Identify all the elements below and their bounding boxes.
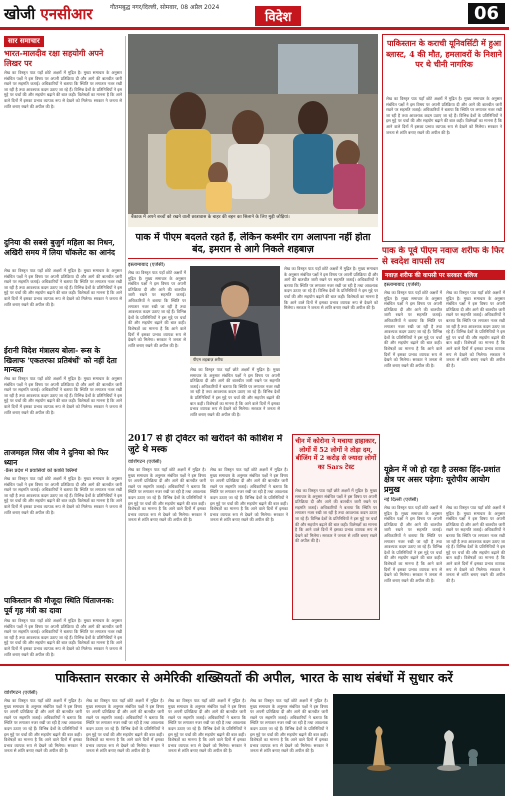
story-title: ताजमहल जिस जीव ने दुनिया को फिर ध्यान bbox=[4, 448, 109, 467]
story-strap: नवाज़ शरीफ की वापसी पर सरकार बलिज bbox=[382, 270, 505, 280]
story-body: लेख का विस्तृत पाठ यहाँ छोटे अक्षरों में मुद्रित है। मुख्य समाचार के अनुसार संबंधित पक्षों ने इस विषय पर अपनी प्रतिक्रिया दी और आगे की बातचीत जारी रखने पर सहमति जताई। अधिकारियों ने बताया कि स्थिति पर लगातार नजर रखी जा रही है तथा आवश्यक कदम उठाए जा रहे हैं। विभिन्न देशों के प्रतिनिधियों ने इस मुद्दे पर चर्चा की और सहयोग बढ़ाने की बात कही। विशेषज्ञों का मानना है कि आने वाले दिनों में इसका प्रभाव व्यापक रूप से देखने को मिलेगा। सरकार ने जनता से शांति बनाए रखने की अपील की है। bbox=[128, 467, 206, 523]
byline: इस्लामाबाद (एजेंसी) bbox=[128, 262, 165, 268]
story-body: लेख का विस्तृत पाठ यहाँ छोटे अक्षरों में मुद्रित है। मुख्य समाचार के अनुसार संबंधित पक्षों ने इस विषय पर अपनी प्रतिक्रिया दी और आगे की बातचीत जारी रखने पर सहमति जताई। अधिकारियों ने बताया कि स्थिति पर लगातार नजर रखी जा रही है तथा आवश्यक कदम उठाए जा रहे हैं। विभिन्न देशों के प्रतिनिधियों ने इस मुद्दे पर चर्चा की और सहयोग बढ़ाने की बात कही। विशेषज्ञों का मानना है कि आने वाले दिनों में इसका प्रभाव व्यापक रूप से देखने को मिलेगा। सरकार ने जनता से शांति बनाए रखने की अपील की है। bbox=[86, 698, 164, 754]
byline: नई दिल्ली (एजेंसी) bbox=[384, 497, 419, 503]
brand-logo: खोजी एनसीआर bbox=[4, 5, 93, 23]
story-body: लेख का विस्तृत पाठ यहाँ छोटे अक्षरों में मुद्रित है। मुख्य समाचार के अनुसार संबंधित पक्षों ने इस विषय पर अपनी प्रतिक्रिया दी और आगे की बातचीत जारी रखने पर सहमति जताई। अधिकारियों ने बताया कि स्थिति पर लगातार नजर रखी जा रही है तथा आवश्यक कदम उठाए जा रहे हैं। विभिन्न देशों के प्रतिनिधियों ने इस मुद्दे पर चर्चा की और सहयोग बढ़ाने की बात कही। विशेषज्ञों का मानना है कि आने वाले दिनों में इसका प्रभाव व्यापक रूप से देखने को मिलेगा। सरकार ने जनता से शांति बनाए रखने की अपील की है। bbox=[4, 268, 122, 307]
byline: इस्लामाबाद (एजेंसी) bbox=[384, 282, 421, 288]
story-body: लेख का विस्तृत पाठ यहाँ छोटे अक्षरों में मुद्रित है। मुख्य समाचार के अनुसार संबंधित पक्षों ने इस विषय पर अपनी प्रतिक्रिया दी और आगे की बातचीत जारी रखने पर सहमति जताई। अधिकारियों ने बताया कि स्थिति पर लगातार नजर रखी जा रही है तथा आवश्यक कदम उठाए जा रहे हैं। विभिन्न देशों के प्रतिनिधियों ने इस मुद्दे पर चर्चा की और सहयोग बढ़ाने की बात कही। विशेषज्ञों का मानना है कि आने वाले दिनों में इसका प्रभाव व्यापक रूप से देखने को मिलेगा। सरकार ने जनता से शांति बनाए रखने की अपील की है। bbox=[384, 290, 442, 368]
story-title: दुनिया की सबसे बुजुर्ग महिला का निधन, अखिरी समय में लिया चॉकलेट का आनंद bbox=[4, 238, 116, 257]
story-body: लेख का विस्तृत पाठ यहाँ छोटे अक्षरों में मुद्रित है। मुख्य समाचार के अनुसार संबंधित पक्षों ने इस विषय पर अपनी प्रतिक्रिया दी और आगे की बातचीत जारी रखने पर सहमति जताई। अधिकारियों ने बताया कि स्थिति पर लगातार नजर रखी जा रही है तथा आवश्यक कदम उठाए जा रहे हैं। विभिन्न देशों के प्रतिनिधियों ने इस मुद्दे पर चर्चा की और सहयोग बढ़ाने की बात कही। विशेषज्ञों का मानना है कि आने वाले दिनों में इसका प्रभाव व्यापक रूप से देखने को मिलेगा। सरकार ने जनता से शांति बनाए रखने की अपील की है। bbox=[4, 618, 122, 657]
byline: वाशिंगटन (एजेंसी) bbox=[128, 459, 162, 465]
page-number: 06 bbox=[468, 3, 505, 24]
story-subtitle: -फ्रैंस प्रदेश में प्रवासियों को काफ़ी क्लिर्मा bbox=[4, 468, 78, 474]
story-title: पाक के पूर्व पीएम नवाज शरीफ के फिर से स्वदेश वापसी तय bbox=[382, 246, 504, 267]
story-body: लेख का विस्तृत पाठ यहाँ छोटे अक्षरों में मुद्रित है। मुख्य समाचार के अनुसार संबंधित पक्षों ने इस विषय पर अपनी प्रतिक्रिया दी और आगे की बातचीत जारी रखने पर सहमति जताई। अधिकारियों ने बताया कि स्थिति पर लगातार नजर रखी जा रही है तथा आवश्यक कदम उठाए जा रहे हैं। विभिन्न देशों के प्रतिनिधियों ने इस मुद्दे पर चर्चा की और सहयोग बढ़ाने की बात कही। विशेषज्ञों का मानना है कि आने वाले दिनों में इसका प्रभाव व्यापक रूप से देखने को मिलेगा। सरकार ने जनता से शांति बनाए रखने की अपील की है। bbox=[4, 70, 122, 109]
news-brief-tag: सार समाचार bbox=[4, 36, 44, 47]
story-body: लेख का विस्तृत पाठ यहाँ छोटे अक्षरों में मुद्रित है। मुख्य समाचार के अनुसार संबंधित पक्षों ने इस विषय पर अपनी प्रतिक्रिया दी और आगे की बातचीत जारी रखने पर सहमति जताई। अधिकारियों ने बताया कि स्थिति पर लगातार नजर रखी जा रही है तथा आवश्यक कदम उठाए जा रहे हैं। विभिन्न देशों के प्रतिनिधियों ने इस मुद्दे पर चर्चा की और सहयोग बढ़ाने की बात कही। विशेषज्ञों का मानना है कि आने वाले दिनों में इसका प्रभाव व्यापक रूप से देखने को मिलेगा। सरकार ने जनता से शांति बनाए रखने की अपील की है। bbox=[4, 698, 82, 754]
story-body: लेख का विस्तृत पाठ यहाँ छोटे अक्षरों में मुद्रित है। मुख्य समाचार के अनुसार संबंधित पक्षों ने इस विषय पर अपनी प्रतिक्रिया दी और आगे की बातचीत जारी रखने पर सहमति जताई। अधिकारियों ने बताया कि स्थिति पर लगातार नजर रखी जा रही है तथा आवश्यक कदम उठाए जा रहे हैं। विभिन्न देशों के प्रतिनिधियों ने इस मुद्दे पर चर्चा की और सहयोग बढ़ाने की बात कही। विशेषज्ञों का मानना है कि आने वाले दिनों में इसका प्रभाव व्यापक रूप से देखने को मिलेगा। सरकार ने जनता से शांति बनाए रखने की अपील की है। bbox=[446, 505, 505, 583]
banner-headline: पाकिस्तान सरकार से अमेरिकी शख्सियतों की अपील, भारत के साथ संबंधों में सुधार करें bbox=[55, 670, 453, 685]
story-body: लेख का विस्तृत पाठ यहाँ छोटे अक्षरों में मुद्रित है। मुख्य समाचार के अनुसार संबंधित पक्षों ने इस विषय पर अपनी प्रतिक्रिया दी और आगे की बातचीत जारी रखने पर सहमति जताई। अधिकारियों ने बताया कि स्थिति पर लगातार नजर रखी जा रही है तथा आवश्यक कदम उठाए जा रहे हैं। विभिन्न देशों के प्रतिनिधियों ने इस मुद्दे पर चर्चा की और सहयोग बढ़ाने की बात कही। विशेषज्ञों का मानना है कि आने वाले दिनों में इसका प्रभाव व्यापक रूप से देखने को मिलेगा। सरकार ने जनता से शांति बनाए रखने की अपील की है। bbox=[295, 488, 377, 544]
dateline: गौतमबुद्ध नगर/दिल्ली, सोमवार, 08 अप्रैल 2024 bbox=[110, 4, 220, 11]
column-divider bbox=[125, 36, 126, 661]
story-title: पाकिस्तान के कराची यूनिवर्सिटी में हुआ ब्लास्ट, 4 की मौत, हमलावरों के निशाने पर थे चीनी नागरिक bbox=[386, 38, 502, 69]
byline: वाशिंगटन (एजेंसी) bbox=[4, 690, 38, 696]
section-label: विदेश bbox=[255, 6, 301, 26]
masthead bbox=[0, 0, 509, 30]
story-body: लेख का विस्तृत पाठ यहाँ छोटे अक्षरों में मुद्रित है। मुख्य समाचार के अनुसार संबंधित पक्षों ने इस विषय पर अपनी प्रतिक्रिया दी और आगे की बातचीत जारी रखने पर सहमति जताई। अधिकारियों ने बताया कि स्थिति पर लगातार नजर रखी जा रही है तथा आवश्यक कदम उठाए जा रहे हैं। विभिन्न देशों के प्रतिनिधियों ने इस मुद्दे पर चर्चा की और सहयोग बढ़ाने की बात कही। विशेषज्ञों का मानना है कि आने वाले दिनों में इसका प्रभाव व्यापक रूप से देखने को मिलेगा। सरकार ने जनता से शांति बनाए रखने की अपील की है। bbox=[386, 96, 502, 135]
divider-line bbox=[0, 664, 509, 666]
story-body: लेख का विस्तृत पाठ यहाँ छोटे अक्षरों में मुद्रित है। मुख्य समाचार के अनुसार संबंधित पक्षों ने इस विषय पर अपनी प्रतिक्रिया दी और आगे की बातचीत जारी रखने पर सहमति जताई। अधिकारियों ने बताया कि स्थिति पर लगातार नजर रखी जा रही है तथा आवश्यक कदम उठाए जा रहे हैं। विभिन्न देशों के प्रतिनिधियों ने इस मुद्दे पर चर्चा की और सहयोग बढ़ाने की बात कही। विशेषज्ञों का मानना है कि आने वाले दिनों में इसका प्रभाव व्यापक रूप से देखने को मिलेगा। सरकार ने जनता से शांति बनाए रखने की अपील की है। bbox=[168, 698, 246, 754]
story-title: ईरानी विदेश मंत्रालय बोला- रूस के खिलाफ 'एकतरफा प्रतिबंधों' को नहीं देता मान्यता bbox=[4, 346, 117, 374]
story-body: लेख का विस्तृत पाठ यहाँ छोटे अक्षरों में मुद्रित है। मुख्य समाचार के अनुसार संबंधित पक्षों ने इस विषय पर अपनी प्रतिक्रिया दी और आगे की बातचीत जारी रखने पर सहमति जताई। अधिकारियों ने बताया कि स्थिति पर लगातार नजर रखी जा रही है तथा आवश्यक कदम उठाए जा रहे हैं। विभिन्न देशों के प्रतिनिधियों ने इस मुद्दे पर चर्चा की और सहयोग बढ़ाने की बात कही। विशेषज्ञों का मानना है कि आने वाले दिनों में इसका प्रभाव व्यापक रूप से देखने को मिलेगा। सरकार ने जनता से शांति बनाए रखने की अपील की है। bbox=[284, 266, 378, 311]
story-headline: पाक में पीएम बदलते रहते हैं, लेकिन कश्मीर राग अलापना नहीं होता बंद, इमरान से आगे निकले शहबाज़ bbox=[135, 232, 371, 255]
story-title: भारत-मालदीव रक्षा सहयोगी अपने लिखर पर bbox=[4, 48, 104, 68]
story-body: लेख का विस्तृत पाठ यहाँ छोटे अक्षरों में मुद्रित है। मुख्य समाचार के अनुसार संबंधित पक्षों ने इस विषय पर अपनी प्रतिक्रिया दी और आगे की बातचीत जारी रखने पर सहमति जताई। अधिकारियों ने बताया कि स्थिति पर लगातार नजर रखी जा रही है तथा आवश्यक कदम उठाए जा रहे हैं। विभिन्न देशों के प्रतिनिधियों ने इस मुद्दे पर चर्चा की और सहयोग बढ़ाने की बात कही। विशेषज्ञों का मानना है कि आने वाले दिनों में इसका प्रभाव व्यापक रूप से देखने को मिलेगा। सरकार ने जनता से शांति बनाए रखने की अपील की है। bbox=[446, 290, 505, 368]
story-body: लेख का विस्तृत पाठ यहाँ छोटे अक्षरों में मुद्रित है। मुख्य समाचार के अनुसार संबंधित पक्षों ने इस विषय पर अपनी प्रतिक्रिया दी और आगे की बातचीत जारी रखने पर सहमति जताई। अधिकारियों ने बताया कि स्थिति पर लगातार नजर रखी जा रही है तथा आवश्यक कदम उठाए जा रहे हैं। विभिन्न देशों के प्रतिनिधियों ने इस मुद्दे पर चर्चा की और सहयोग बढ़ाने की बात कही। विशेषज्ञों का मानना है कि आने वाले दिनों में इसका प्रभाव व्यापक रूप से देखने को मिलेगा। सरकार ने जनता से शांति बनाए रखने की अपील की है। bbox=[4, 476, 122, 515]
story-title: चीन में कोरोना ने मचाया हाहाकार, लोगों में 52 लोगों ने तोड़ा दम, बीजिंग में 2 करोड़ से ज्यादा लोगों का Sars टेस्ट bbox=[295, 437, 377, 471]
lead-photo-caption: बैंकाक में अपने बच्चों को रखने वाली छात्रावास के बाहर की बहन का सिलाने के लिए मुड़ी जोड़ियां। bbox=[128, 214, 378, 227]
story-body: लेख का विस्तृत पाठ यहाँ छोटे अक्षरों में मुद्रित है। मुख्य समाचार के अनुसार संबंधित पक्षों ने इस विषय पर अपनी प्रतिक्रिया दी और आगे की बातचीत जारी रखने पर सहमति जताई। अधिकारियों ने बताया कि स्थिति पर लगातार नजर रखी जा रही है तथा आवश्यक कदम उठाए जा रहे हैं। विभिन्न देशों के प्रतिनिधियों ने इस मुद्दे पर चर्चा की और सहयोग बढ़ाने की बात कही। विशेषज्ञों का मानना है कि आने वाले दिनों में इसका प्रभाव व्यापक रूप से देखने को मिलेगा। सरकार ने जनता से शांति बनाए रखने की अपील की है। bbox=[4, 376, 122, 415]
story-body: लेख का विस्तृत पाठ यहाँ छोटे अक्षरों में मुद्रित है। मुख्य समाचार के अनुसार संबंधित पक्षों ने इस विषय पर अपनी प्रतिक्रिया दी और आगे की बातचीत जारी रखने पर सहमति जताई। अधिकारियों ने बताया कि स्थिति पर लगातार नजर रखी जा रही है तथा आवश्यक कदम उठाए जा रहे हैं। विभिन्न देशों के प्रतिनिधियों ने इस मुद्दे पर चर्चा की और सहयोग बढ़ाने की बात कही। विशेषज्ञों का मानना है कि आने वाले दिनों में इसका प्रभाव व्यापक रूप से देखने को मिलेगा। सरकार ने जनता से शांति बनाए रखने की अपील की है। bbox=[190, 367, 280, 417]
story-headline: 2017 से ही ट्विटर को खरीदने की कोशिश में जुटे थे मस्क bbox=[128, 434, 283, 455]
story-title: पाकिस्तान की मौजूदा स्थिति चिंताजनक: पूर्व गृह मंत्री का दावा bbox=[4, 596, 115, 615]
story-title: यूक्रेन में जो हो रहा है उसका हिंद-प्रशांत क्षेत्र पर असर पड़ेगा: यूरोपीय आयोग प्रमुख bbox=[384, 464, 501, 494]
photo-caption: पीएम शहबाज़ शरीफ bbox=[190, 356, 280, 364]
story-body: लेख का विस्तृत पाठ यहाँ छोटे अक्षरों में मुद्रित है। मुख्य समाचार के अनुसार संबंधित पक्षों ने इस विषय पर अपनी प्रतिक्रिया दी और आगे की बातचीत जारी रखने पर सहमति जताई। अधिकारियों ने बताया कि स्थिति पर लगातार नजर रखी जा रही है तथा आवश्यक कदम उठाए जा रहे हैं। विभिन्न देशों के प्रतिनिधियों ने इस मुद्दे पर चर्चा की और सहयोग बढ़ाने की बात कही। विशेषज्ञों का मानना है कि आने वाले दिनों में इसका प्रभाव व्यापक रूप से देखने को मिलेगा। सरकार ने जनता से शांति बनाए रखने की अपील की है। bbox=[250, 698, 328, 754]
lead-photo bbox=[128, 34, 378, 214]
story-body: लेख का विस्तृत पाठ यहाँ छोटे अक्षरों में मुद्रित है। मुख्य समाचार के अनुसार संबंधित पक्षों ने इस विषय पर अपनी प्रतिक्रिया दी और आगे की बातचीत जारी रखने पर सहमति जताई। अधिकारियों ने बताया कि स्थिति पर लगातार नजर रखी जा रही है तथा आवश्यक कदम उठाए जा रहे हैं। विभिन्न देशों के प्रतिनिधियों ने इस मुद्दे पर चर्चा की और सहयोग बढ़ाने की बात कही। विशेषज्ञों का मानना है कि आने वाले दिनों में इसका प्रभाव व्यापक रूप से देखने को मिलेगा। सरकार ने जनता से शांति बनाए रखने की अपील की है। bbox=[210, 467, 288, 523]
story-body: लेख का विस्तृत पाठ यहाँ छोटे अक्षरों में मुद्रित है। मुख्य समाचार के अनुसार संबंधित पक्षों ने इस विषय पर अपनी प्रतिक्रिया दी और आगे की बातचीत जारी रखने पर सहमति जताई। अधिकारियों ने बताया कि स्थिति पर लगातार नजर रखी जा रही है तथा आवश्यक कदम उठाए जा रहे हैं। विभिन्न देशों के प्रतिनिधियों ने इस मुद्दे पर चर्चा की और सहयोग बढ़ाने की बात कही। विशेषज्ञों का मानना है कि आने वाले दिनों में इसका प्रभाव व्यापक रूप से देखने को मिलेगा। सरकार ने जनता से शांति बनाए रखने की अपील की है। bbox=[384, 505, 442, 583]
divider-line bbox=[128, 258, 378, 259]
chess-photo bbox=[333, 694, 505, 796]
shehbaz-photo bbox=[190, 266, 280, 356]
story-body: लेख का विस्तृत पाठ यहाँ छोटे अक्षरों में मुद्रित है। मुख्य समाचार के अनुसार संबंधित पक्षों ने इस विषय पर अपनी प्रतिक्रिया दी और आगे की बातचीत जारी रखने पर सहमति जताई। अधिकारियों ने बताया कि स्थिति पर लगातार नजर रखी जा रही है तथा आवश्यक कदम उठाए जा रहे हैं। विभिन्न देशों के प्रतिनिधियों ने इस मुद्दे पर चर्चा की और सहयोग बढ़ाने की बात कही। विशेषज्ञों का मानना है कि आने वाले दिनों में इसका प्रभाव व्यापक रूप से देखने को मिलेगा। सरकार ने जनता से शांति बनाए रखने की अपील की है। bbox=[128, 270, 186, 348]
